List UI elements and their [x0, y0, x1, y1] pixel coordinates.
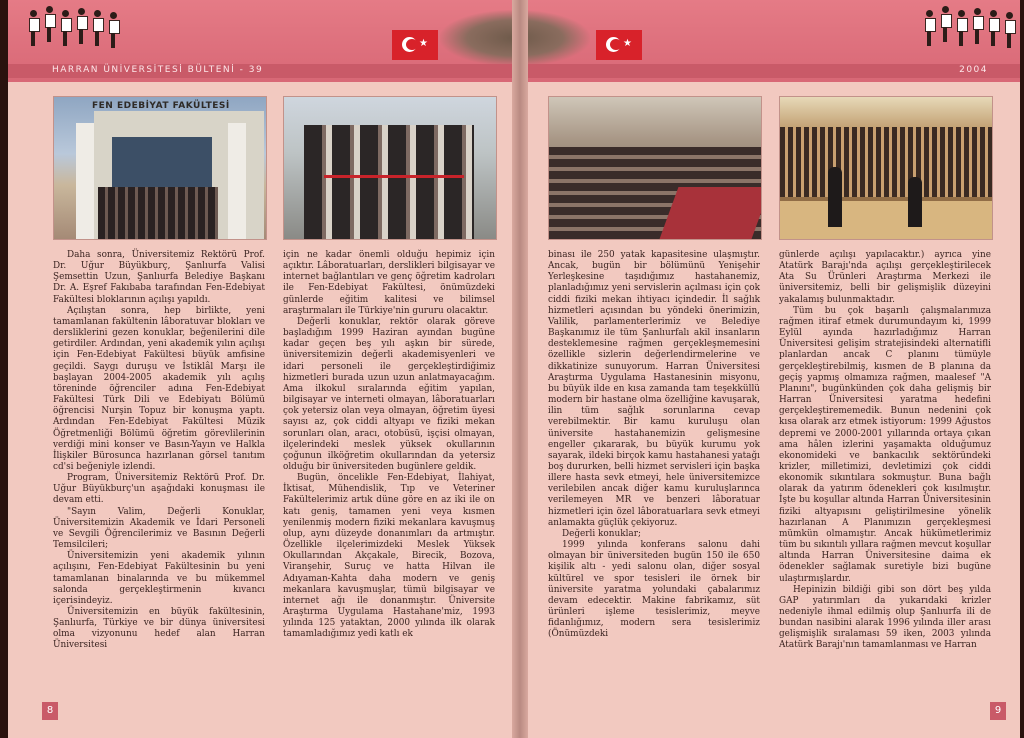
paragraph: Açılıştan sonra, hep birlikte, yeni tamamlanan fakültenin lâboratuvar blokları ve dersliklerini gezen konuklar, beğenilerini dile getirdiler. Ardından, yeni akademik yılın açılışı için Fen-Edebiyat Fakültesi büyük amfisine geçildi. Saygı duruşu ve İstiklâl Marşı ile başlayan 2004-2005 akademik yılı açılış töreninde öğrenciler adına Fen-Edebiyat Fakültesi Türk Dili ve Edebiyatı Bölümü öğrencisi Nurşin Topuz bir konuşma yaptı. Ardından Fen-Edebiyat Fakültesi Müzik Öğretmenliği Bölümü öğretim görevlilerinin verdiği mini konser ve Basın-Yayın ve Halkla İlişkiler Bürosunca hazırlanan görsel tanıtım cd'si beğeniyle izlendi. [53, 305, 265, 472]
photo-concert [779, 96, 993, 240]
turkish-flag-left: ★ [392, 30, 438, 60]
binding-edge-right [1020, 0, 1024, 738]
paragraph: için ne kadar önemli olduğu hepimiz için açıktır. Lâboratuarları, derslikleri bilgisayar ve internet bağlantıları ve genç öğretim kadroları ile Fen-Edebiyat Fakültesi, önümüzdeki günlerde eğitim kalitesi ve bilimsel araştırmaları ile Türkiye'nin gururu olacaktır. [283, 250, 495, 316]
building-sign: FEN EDEBİYAT FAKÜLTESİ [92, 101, 230, 111]
paragraph: Üniversitemizin en büyük fakültesinin, Şanlıurfa, Türkiye ve bir dünya üniversitesi olma vizyonunu hedef alan Harran Üniversitesi [53, 607, 265, 651]
page-number-right: 9 [990, 702, 1006, 720]
text-column-4 [779, 250, 991, 652]
photo-ribbon-cutting [283, 96, 497, 240]
paragraph: Daha sonra, Üniversitemiz Rektörü Prof. Dr. Uğur Büyükburç, Şanlıurfa Valisi Şemsettin Uzun, Şanlıurfa Belediye Başkanı Dr. A. Eşref Fakıbaba tarafından Fen-Edebiyat Fakültesi bloklarının açılışı yapıldı. [53, 250, 265, 305]
binding-edge-left [0, 0, 8, 738]
magazine-spread [8, 0, 1020, 738]
text-column-1 [53, 250, 265, 652]
photo-faculty-building [53, 96, 267, 240]
paragraph: Değerli konuklar; [562, 528, 641, 539]
paragraph: 1999 yılında konferans salonu dahi olmayan bir üniversiteden bugün 150 ile 650 kişilik altı - yedi salonu olan, diğer sosyal kültürel ve spor tesisleri ile örnek bir üniversite yaratma yolundaki çabalarımız devam edecektir. Makine fabrikamız, süt ürünleri işleme tesislerimiz, meyve fidanlığımız, modern sera tesislerimiz (Önümüzdeki [548, 540, 760, 640]
bulletin-year: 2004 [959, 65, 988, 75]
paragraph: Değerli konuklar, rektör olarak göreve başladığım 1999 Haziran ayından bugüne kadar geçen beş yılı aşkın bir sürede, üniversitemizin değerli akademisyenleri ve idari personeli ile gerçekleştirdiğimiz hizmetleri burada uzun uzun anlatmayacağım. Ama ilkokul sıralarında eğitim yapılan, bilgisayar ve interneti olmayan, lâboratuarları çok yetersiz olan veya olmayan, öğretim üyesi sayısı az, çok ciddi altyapı ve fiziki mekan sorunları olan, aracı, otobüsü, işçisi olmayan, ilçelerindeki meslek yüksek okullarının çoğunun ilköğretim okullarından da yetersiz olduğu bir üniversiteden bugünlere geldik. [283, 316, 495, 472]
paragraph: Üniversitemizin yeni akademik yılının açılışını, Fen-Edebiyat Fakültesinin bu yeni tamamlanan binalarında ve bu mükemmel salonda gerçekleştirmenin kıvancı içerisindeyiz. [53, 551, 265, 606]
paragraph: Bugün, öncelikle Fen-Edebiyat, İlahiyat, İktisat, Mühendislik, Tıp ve Veteriner Fakültelerimiz artık düne göre en az iki ile on katı geniş, tamamen yeni veya kısmen yenilenmiş modern fiziki mekanlara kavuşmuş olup, aynı düzeyde donanımları da artmıştır. Özellikle ilçelerimizdeki Meslek Yüksek Okullarından Akçakale, Birecik, Bozova, Viranşehir, Suruç ve hatta Hilvan ile Adıyaman-Kahta daha modern ve geniş mekanlara kavuşmuşlar, tümü bilgisayar ve internet ağı ile donanmıştır. Üniversite Araştırma Uygulama Hastahane'miz, 1993 yılında 125 yataktan, 2000 yılında ilk olarak tamamladığımız yedi katlı ek [283, 473, 495, 640]
turkish-flag-right: ★ [596, 30, 642, 60]
text-column-2 [283, 250, 495, 640]
photo-audience-hall [548, 96, 762, 240]
page-gutter [512, 0, 528, 738]
bulletin-title: HARRAN ÜNİVERSİTESİ BÜLTENİ - 39 [52, 65, 264, 75]
paragraph: "Sayın Valim, Değerli Konuklar, Üniversitemizin Akademik ve İdari Personeli ve Sevgili Öğrencilerimiz ve Basının Değerli Temsilcileri; [53, 506, 265, 551]
paragraph: Tüm bu çok başarılı çalışmalarımıza rağmen itiraf etmek durumundayım ki, 1999 Eylül ayında hazırladığımız Harran Üniversitesi gelişim stratejisindeki alternatifli planlardan ancak C planını tümüyle gerçekleştirebilmiş, kısmen de B planına da geçiş yapmış olmamıza rağmen, maalesef "A Planını", bugünkünden çok daha gelişmiş bir Harran Üniversitesi yaratma hedefini gerçekleştirememedik. Bunun nedenini çok kısa olarak arz etmek istiyorum: 1999 Ağustos depremi ve 2000-2001 yıllarında ortaya çıkan ama hâlen izlerini yaşamakta olduğumuz ekonomideki ve bankacılık sektöründeki krizler, milletimizi, devletimizi çok ciddi ekonomik sıkıntılara sokmuştur. Buna bağlı olarak da yatırım ödenekleri çok kısılmıştır. İşte bu koşullar altında Harran Üniversitesinin fiziki altyapısını geliştirilmesine yönelik hazırlanan A Planımızın gerçekleşmesi mümkün olmamıştır. Ancak hükümetlerimiz tüm bu sıkıntılı yıllara rağmen mevcut koşullar altında Harran Üniversitesine daima ek ödenekler sağlamak suretiyle bizi bugüne ulaştırmışlardır. [779, 305, 991, 584]
text-column-3 [548, 250, 760, 640]
paragraph: binası ile 250 yatak kapasitesine ulaşmıştır. Ancak, bugün bir bölümünü Yenişehir Yerleşkesine taşıdığımız hastahanemiz, planladığımız yeni servislerin açılması için çok ciddi fiziki mekan ihtiyacı içindedir. İl sağlık hizmetleri açısından bu yöndeki önerimizin, Valilik, parlamenterlerimiz ve Belediye Başkanımız ile tüm Şanlıurfalı akil insanların desteklemesine rağmen gerçekleşmemesini özellikle sizlerin değerlendirmelerine ve dikkatinize sunuyorum. Harran Üniversitesi Araştırma Uygulama Hastanesinin misyonu, bu büyük ilde en kısa zamanda tam teşekküllü modern bir hastane olma özelliğine kavuşarak, ilin tüm sağlık sorunlarına cevap verebilmektir. Bir kamu kuruluşu olan üniversite hastahanemizin gelişmesine engeller çıkararak, bu büyük kurumu yok sayarak, ildeki birçok kamu hastahanesi yatağı boş dururken, belli hizmet servisleri için başka illere hasta sevk etmeyi, hele üniversitemizce verilebilen ancak diğer kamu kuruluşlarınca verilemeyen MR ve benzeri lâboratuar hizmetleri için özel lâboratuarlara sevk etmeyi anlamakta güçlük çekiyoruz. [548, 250, 760, 528]
paragraph: Program, Üniversitemiz Rektörü Prof. Dr. Uğur Büyükburç'un aşağıdaki konuşması ile devam etti. [53, 473, 265, 506]
folk-dancers-illustration-left [22, 4, 132, 56]
folk-dancers-illustration-right [918, 4, 1024, 56]
page-number-left: 8 [42, 702, 58, 720]
paragraph: günlerde açılışı yapılacaktır.) ayrıca yine Atatürk Barajı'nda açılışı gerçekleştirilecek Ata Su Ürünleri Araştırma Merkezi ile üniversitemiz, belli bir gelişmişlik düzeyini yakalamış bulunmaktadır. [779, 250, 991, 305]
paragraph: Hepinizin bildiği gibi son dört beş yılda GAP yatırımları da yukarıdaki krizler nedeniyle ihmal edilmiş olup Şanlıurfa ili de bundan nasibini alarak 1996 yılında iller arası gelişmişlik sıralaması 59 iken, 2003 yılında Atatürk Barajı'nın tamamlanması ve Harran [779, 584, 991, 651]
